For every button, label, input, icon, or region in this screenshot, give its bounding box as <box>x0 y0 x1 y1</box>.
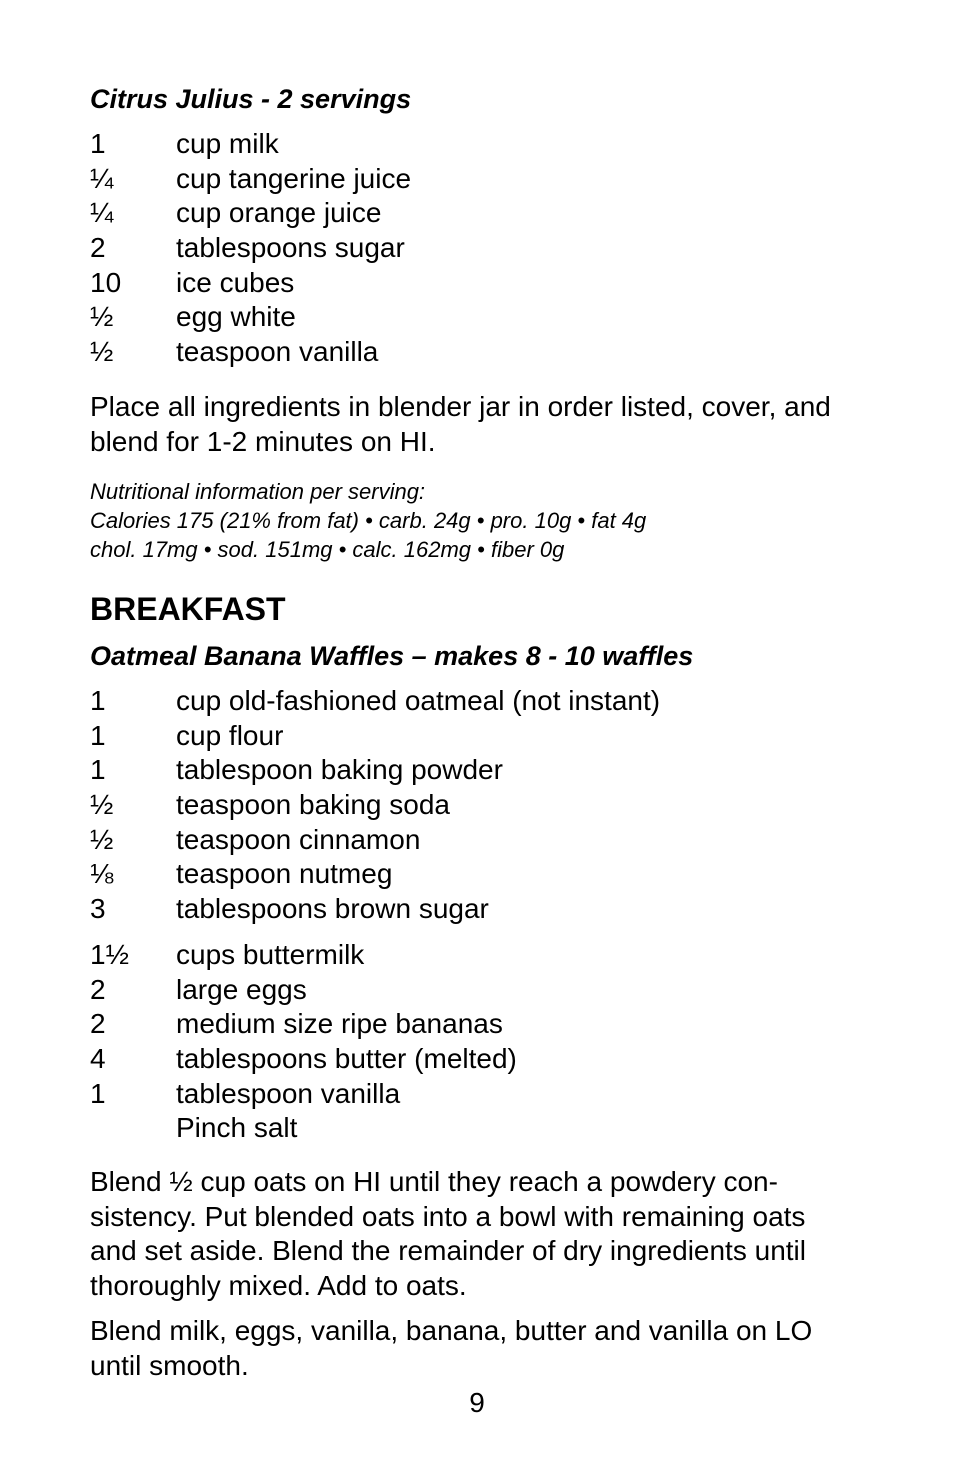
ingredient-qty: 1½ <box>90 939 129 970</box>
ingredient-qty: ½ <box>90 336 114 368</box>
ingredient-row <box>90 857 890 892</box>
nutrition-line: Calories 175 (21% from fat) • carb. 24g • pro. 10g • fat 4g <box>90 508 647 533</box>
ingredient-row <box>90 335 890 370</box>
ingredient-item: teaspoon cinnamon <box>176 823 421 855</box>
ingredient-row <box>90 973 890 1008</box>
ingredient-row <box>90 300 890 335</box>
ingredient-row <box>90 719 890 754</box>
ingredient-item: egg white <box>176 301 296 333</box>
ingredient-item: cup milk <box>176 128 279 159</box>
ingredient-qty: 1 <box>90 1077 106 1109</box>
ingredient-item: teaspoon vanilla <box>176 336 379 368</box>
ingredient-qty: 1 <box>90 719 106 751</box>
ingredient-qty: 1 <box>90 685 106 716</box>
instruction-line: Place all ingredients in blender jar in order listed, cover, and <box>90 391 831 422</box>
ingredient-row <box>90 684 890 719</box>
ingredient-row <box>90 1042 890 1077</box>
instruction-line: blend for 1-2 minutes on HI. <box>90 425 436 457</box>
ingredient-qty: 2 <box>90 232 106 264</box>
recipe-title-oatmeal-banana-waffles: Oatmeal Banana Waffles – makes 8 - 10 waffles <box>90 641 694 671</box>
ingredient-qty: 4 <box>90 1043 106 1075</box>
ingredient-qty: ⅛ <box>90 858 114 890</box>
ingredient-item: teaspoon nutmeg <box>176 858 393 890</box>
instructions-citrus-julius <box>90 390 890 459</box>
recipe-title-citrus-julius: Citrus Julius - 2 servings <box>90 84 412 114</box>
instruction-line: sistency. Put blended oats into a bowl with remaining oats <box>90 1200 806 1232</box>
ingredient-list-citrus-julius <box>90 127 890 370</box>
instruction-line: until smooth. <box>90 1349 249 1381</box>
ingredient-qty: 2 <box>90 1008 106 1040</box>
nutrition-heading: Nutritional information per serving: <box>90 479 426 504</box>
ingredient-item: teaspoon baking soda <box>176 789 450 821</box>
ingredient-item: Pinch salt <box>176 1112 298 1144</box>
ingredient-row <box>90 196 890 231</box>
page-number: 9 <box>469 1387 485 1418</box>
ingredient-item: tablespoon vanilla <box>176 1077 401 1109</box>
ingredient-qty: ½ <box>90 789 114 821</box>
ingredient-qty: ¼ <box>90 162 114 194</box>
ingredient-row <box>90 938 890 973</box>
instruction-line: thoroughly mixed. Add to oats. <box>90 1270 467 1302</box>
ingredient-qty: ½ <box>90 823 114 855</box>
nutrition-info <box>90 477 890 564</box>
ingredient-row <box>90 127 890 162</box>
section-heading-breakfast: BREAKFAST <box>90 591 286 627</box>
instructions-waffles-step2 <box>90 1314 890 1383</box>
ingredient-qty: ¼ <box>90 197 114 229</box>
ingredient-qty: ½ <box>90 301 114 333</box>
ingredient-qty: 3 <box>90 893 106 925</box>
ingredient-item: tablespoons butter (melted) <box>176 1043 517 1075</box>
ingredient-item: cup old-fashioned oatmeal (not instant) <box>176 685 661 716</box>
ingredient-row <box>90 788 890 823</box>
ingredient-row <box>90 162 890 197</box>
ingredient-item: tablespoon baking powder <box>176 754 503 786</box>
ingredient-row <box>90 266 890 301</box>
nutrition-line: chol. 17mg • sod. 151mg • calc. 162mg • fiber 0g <box>90 537 565 562</box>
ingredient-row <box>90 823 890 858</box>
instructions-waffles-step1 <box>90 1165 890 1304</box>
ingredient-qty: 1 <box>90 754 106 786</box>
ingredient-qty: 2 <box>90 973 106 1005</box>
ingredient-row <box>90 1007 890 1042</box>
ingredient-item: cup tangerine juice <box>176 162 412 194</box>
ingredient-list-dry <box>90 684 890 927</box>
ingredient-row <box>90 1077 890 1112</box>
ingredient-qty: 10 <box>90 266 122 298</box>
ingredient-qty: 1 <box>90 128 106 159</box>
ingredient-item: cup orange juice <box>176 197 382 229</box>
ingredient-item: medium size ripe bananas <box>176 1008 503 1040</box>
instruction-line: Blend ½ cup oats on HI until they reach a powdery con- <box>90 1166 778 1197</box>
ingredient-item: cups buttermilk <box>176 939 365 970</box>
instruction-line: Blend milk, eggs, vanilla, banana, butter and vanilla on LO <box>90 1315 813 1346</box>
ingredient-row <box>90 892 890 927</box>
ingredient-item: cup flour <box>176 719 284 751</box>
instruction-line: and set aside. Blend the remainder of dry ingredients until <box>90 1235 806 1267</box>
ingredient-row <box>90 1111 890 1146</box>
ingredient-item: tablespoons sugar <box>176 232 405 264</box>
ingredient-qty <box>90 1111 176 1146</box>
ingredient-row <box>90 753 890 788</box>
ingredient-item: ice cubes <box>176 266 295 298</box>
ingredient-item: tablespoons brown sugar <box>176 893 489 925</box>
ingredient-item: large eggs <box>176 973 307 1005</box>
ingredient-list-wet <box>90 938 890 1146</box>
ingredient-row <box>90 231 890 266</box>
